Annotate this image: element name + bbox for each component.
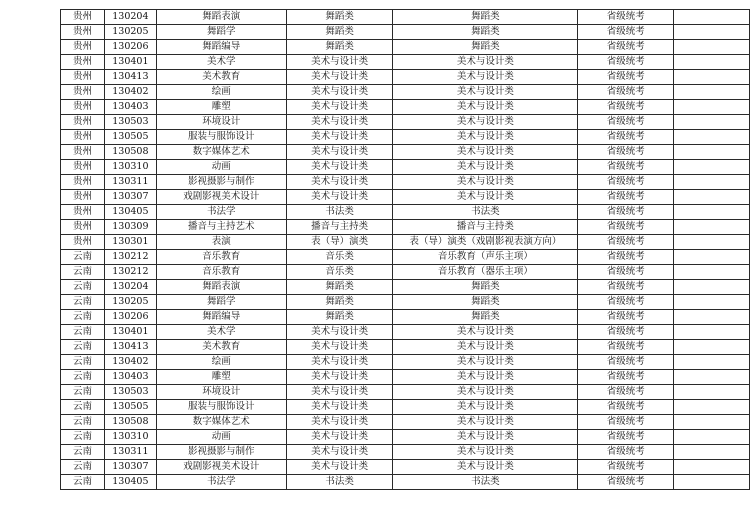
major-name-cell: 音乐教育 bbox=[156, 265, 286, 280]
major-code-cell: 130413 bbox=[104, 340, 156, 355]
exam-subject-cell: 美术与设计类 bbox=[393, 385, 578, 400]
exam-subject-cell: 美术与设计类 bbox=[393, 325, 578, 340]
exam-category-cell: 美术与设计类 bbox=[286, 400, 393, 415]
major-code-cell: 130505 bbox=[104, 130, 156, 145]
note-cell bbox=[674, 385, 750, 400]
note-cell bbox=[674, 160, 750, 175]
note-cell bbox=[674, 205, 750, 220]
exam-category-cell: 美术与设计类 bbox=[286, 160, 393, 175]
note-cell bbox=[674, 415, 750, 430]
major-name-cell: 美术教育 bbox=[156, 340, 286, 355]
exam-category-cell: 书法类 bbox=[286, 205, 393, 220]
exam-category-cell: 舞蹈类 bbox=[286, 40, 393, 55]
major-name-cell: 服装与服饰设计 bbox=[156, 130, 286, 145]
major-code-cell: 130508 bbox=[104, 415, 156, 430]
major-name-cell: 动画 bbox=[156, 430, 286, 445]
exam-category-cell: 美术与设计类 bbox=[286, 100, 393, 115]
major-name-cell: 动画 bbox=[156, 160, 286, 175]
table-row bbox=[61, 310, 750, 325]
major-name-cell: 绘画 bbox=[156, 85, 286, 100]
province-cell: 贵州 bbox=[61, 220, 105, 235]
exam-subject-cell: 美术与设计类 bbox=[393, 400, 578, 415]
table-row bbox=[61, 100, 750, 115]
exam-type-cell: 省级统考 bbox=[578, 355, 674, 370]
table-row bbox=[61, 475, 750, 490]
exam-category-cell: 美术与设计类 bbox=[286, 430, 393, 445]
exam-type-cell: 省级统考 bbox=[578, 280, 674, 295]
table-row bbox=[61, 430, 750, 445]
exam-type-cell: 省级统考 bbox=[578, 40, 674, 55]
exam-subject-cell: 舞蹈类 bbox=[393, 295, 578, 310]
major-name-cell: 影视摄影与制作 bbox=[156, 445, 286, 460]
exam-subject-cell: 美术与设计类 bbox=[393, 175, 578, 190]
note-cell bbox=[674, 10, 750, 25]
exam-category-cell: 表（导）演类 bbox=[286, 235, 393, 250]
province-cell: 贵州 bbox=[61, 130, 105, 145]
exam-category-cell: 美术与设计类 bbox=[286, 355, 393, 370]
table-row bbox=[61, 250, 750, 265]
exam-category-cell: 美术与设计类 bbox=[286, 340, 393, 355]
exam-subject-cell: 播音与主持类 bbox=[393, 220, 578, 235]
exam-subject-cell: 舞蹈类 bbox=[393, 280, 578, 295]
exam-category-cell: 美术与设计类 bbox=[286, 325, 393, 340]
major-code-cell: 130307 bbox=[104, 190, 156, 205]
province-cell: 云南 bbox=[61, 325, 105, 340]
province-cell: 贵州 bbox=[61, 205, 105, 220]
table-row bbox=[61, 10, 750, 25]
table-row bbox=[61, 235, 750, 250]
major-code-cell: 130311 bbox=[104, 175, 156, 190]
note-cell bbox=[674, 220, 750, 235]
exam-category-cell: 音乐类 bbox=[286, 265, 393, 280]
major-code-cell: 130503 bbox=[104, 115, 156, 130]
major-code-cell: 130309 bbox=[104, 220, 156, 235]
exam-type-cell: 省级统考 bbox=[578, 235, 674, 250]
province-cell: 贵州 bbox=[61, 70, 105, 85]
exam-type-cell: 省级统考 bbox=[578, 430, 674, 445]
note-cell bbox=[674, 55, 750, 70]
note-cell bbox=[674, 265, 750, 280]
major-code-cell: 130401 bbox=[104, 325, 156, 340]
exam-category-cell: 美术与设计类 bbox=[286, 385, 393, 400]
exam-type-cell: 省级统考 bbox=[578, 145, 674, 160]
major-name-cell: 表演 bbox=[156, 235, 286, 250]
note-cell bbox=[674, 280, 750, 295]
province-cell: 云南 bbox=[61, 445, 105, 460]
exam-subject-cell: 美术与设计类 bbox=[393, 145, 578, 160]
exam-subject-cell: 美术与设计类 bbox=[393, 370, 578, 385]
province-cell: 云南 bbox=[61, 415, 105, 430]
province-cell: 云南 bbox=[61, 460, 105, 475]
province-cell: 贵州 bbox=[61, 85, 105, 100]
table-row bbox=[61, 130, 750, 145]
exam-type-cell: 省级统考 bbox=[578, 25, 674, 40]
exam-subject-cell: 美术与设计类 bbox=[393, 100, 578, 115]
province-cell: 贵州 bbox=[61, 25, 105, 40]
province-cell: 贵州 bbox=[61, 235, 105, 250]
major-name-cell: 美术学 bbox=[156, 325, 286, 340]
exam-subject-cell: 美术与设计类 bbox=[393, 430, 578, 445]
table-row bbox=[61, 265, 750, 280]
note-cell bbox=[674, 25, 750, 40]
exam-subject-cell: 舞蹈类 bbox=[393, 25, 578, 40]
province-cell: 云南 bbox=[61, 475, 105, 490]
exam-type-cell: 省级统考 bbox=[578, 175, 674, 190]
major-code-cell: 130204 bbox=[104, 10, 156, 25]
table-row bbox=[61, 400, 750, 415]
major-code-cell: 130403 bbox=[104, 100, 156, 115]
exam-type-cell: 省级统考 bbox=[578, 385, 674, 400]
exam-category-cell: 美术与设计类 bbox=[286, 445, 393, 460]
table-row bbox=[61, 205, 750, 220]
major-name-cell: 舞蹈学 bbox=[156, 25, 286, 40]
major-code-cell: 130505 bbox=[104, 400, 156, 415]
exam-category-cell: 播音与主持类 bbox=[286, 220, 393, 235]
exam-type-cell: 省级统考 bbox=[578, 475, 674, 490]
note-cell bbox=[674, 325, 750, 340]
exam-category-cell: 美术与设计类 bbox=[286, 130, 393, 145]
exam-type-cell: 省级统考 bbox=[578, 100, 674, 115]
note-cell bbox=[674, 430, 750, 445]
note-cell bbox=[674, 40, 750, 55]
exam-type-cell: 省级统考 bbox=[578, 55, 674, 70]
table-row bbox=[61, 145, 750, 160]
exam-type-cell: 省级统考 bbox=[578, 205, 674, 220]
exam-subject-cell: 美术与设计类 bbox=[393, 340, 578, 355]
major-code-cell: 130413 bbox=[104, 70, 156, 85]
exam-type-cell: 省级统考 bbox=[578, 130, 674, 145]
major-name-cell: 舞蹈学 bbox=[156, 295, 286, 310]
exam-subject-cell: 美术与设计类 bbox=[393, 85, 578, 100]
province-cell: 贵州 bbox=[61, 115, 105, 130]
province-cell: 云南 bbox=[61, 385, 105, 400]
major-name-cell: 书法学 bbox=[156, 475, 286, 490]
exam-subject-cell: 美术与设计类 bbox=[393, 445, 578, 460]
major-code-cell: 130205 bbox=[104, 25, 156, 40]
exam-type-cell: 省级统考 bbox=[578, 10, 674, 25]
province-cell: 贵州 bbox=[61, 10, 105, 25]
province-cell: 贵州 bbox=[61, 40, 105, 55]
major-code-cell: 130212 bbox=[104, 250, 156, 265]
note-cell bbox=[674, 130, 750, 145]
province-cell: 云南 bbox=[61, 280, 105, 295]
major-code-cell: 130405 bbox=[104, 205, 156, 220]
exam-type-cell: 省级统考 bbox=[578, 460, 674, 475]
major-name-cell: 舞蹈编导 bbox=[156, 40, 286, 55]
major-code-cell: 130310 bbox=[104, 160, 156, 175]
exam-subject-cell: 美术与设计类 bbox=[393, 460, 578, 475]
exam-category-cell: 美术与设计类 bbox=[286, 190, 393, 205]
table-row bbox=[61, 85, 750, 100]
table-row bbox=[61, 340, 750, 355]
exam-subject-cell: 音乐教育（器乐主项） bbox=[393, 265, 578, 280]
table-row bbox=[61, 385, 750, 400]
table-row bbox=[61, 175, 750, 190]
exam-subject-cell: 音乐教育（声乐主项） bbox=[393, 250, 578, 265]
exam-category-cell: 美术与设计类 bbox=[286, 145, 393, 160]
table-row bbox=[61, 190, 750, 205]
major-name-cell: 美术学 bbox=[156, 55, 286, 70]
exam-type-cell: 省级统考 bbox=[578, 85, 674, 100]
table-row bbox=[61, 445, 750, 460]
exam-category-cell: 书法类 bbox=[286, 475, 393, 490]
province-cell: 贵州 bbox=[61, 55, 105, 70]
province-cell: 云南 bbox=[61, 400, 105, 415]
exam-category-cell: 美术与设计类 bbox=[286, 115, 393, 130]
note-cell bbox=[674, 295, 750, 310]
exam-subject-cell: 美术与设计类 bbox=[393, 130, 578, 145]
province-cell: 云南 bbox=[61, 355, 105, 370]
exam-type-cell: 省级统考 bbox=[578, 325, 674, 340]
note-cell bbox=[674, 190, 750, 205]
exam-subject-cell: 美术与设计类 bbox=[393, 190, 578, 205]
exam-type-cell: 省级统考 bbox=[578, 415, 674, 430]
exam-type-cell: 省级统考 bbox=[578, 160, 674, 175]
exam-type-cell: 省级统考 bbox=[578, 400, 674, 415]
exam-subject-cell: 美术与设计类 bbox=[393, 415, 578, 430]
exam-category-cell: 美术与设计类 bbox=[286, 55, 393, 70]
table-body bbox=[61, 10, 750, 490]
major-code-cell: 130307 bbox=[104, 460, 156, 475]
table-row bbox=[61, 160, 750, 175]
exam-subject-cell: 表（导）演类（戏剧影视表演方向） bbox=[393, 235, 578, 250]
major-code-cell: 130402 bbox=[104, 355, 156, 370]
exam-subject-cell: 舞蹈类 bbox=[393, 310, 578, 325]
exam-type-cell: 省级统考 bbox=[578, 445, 674, 460]
major-code-cell: 130301 bbox=[104, 235, 156, 250]
table-row bbox=[61, 70, 750, 85]
admission-table bbox=[60, 9, 750, 490]
major-code-cell: 130403 bbox=[104, 370, 156, 385]
exam-category-cell: 美术与设计类 bbox=[286, 460, 393, 475]
note-cell bbox=[674, 115, 750, 130]
major-code-cell: 130503 bbox=[104, 385, 156, 400]
major-code-cell: 130508 bbox=[104, 145, 156, 160]
major-name-cell: 雕塑 bbox=[156, 100, 286, 115]
note-cell bbox=[674, 250, 750, 265]
major-name-cell: 绘画 bbox=[156, 355, 286, 370]
exam-subject-cell: 美术与设计类 bbox=[393, 355, 578, 370]
major-name-cell: 影视摄影与制作 bbox=[156, 175, 286, 190]
exam-subject-cell: 美术与设计类 bbox=[393, 70, 578, 85]
exam-subject-cell: 美术与设计类 bbox=[393, 160, 578, 175]
note-cell bbox=[674, 70, 750, 85]
province-cell: 贵州 bbox=[61, 190, 105, 205]
major-name-cell: 音乐教育 bbox=[156, 250, 286, 265]
table-row bbox=[61, 295, 750, 310]
exam-type-cell: 省级统考 bbox=[578, 370, 674, 385]
province-cell: 云南 bbox=[61, 340, 105, 355]
exam-subject-cell: 美术与设计类 bbox=[393, 115, 578, 130]
exam-type-cell: 省级统考 bbox=[578, 115, 674, 130]
major-name-cell: 环境设计 bbox=[156, 115, 286, 130]
note-cell bbox=[674, 370, 750, 385]
exam-category-cell: 美术与设计类 bbox=[286, 370, 393, 385]
major-code-cell: 130405 bbox=[104, 475, 156, 490]
note-cell bbox=[674, 145, 750, 160]
exam-category-cell: 舞蹈类 bbox=[286, 280, 393, 295]
major-code-cell: 130402 bbox=[104, 85, 156, 100]
province-cell: 贵州 bbox=[61, 100, 105, 115]
table-row bbox=[61, 325, 750, 340]
major-code-cell: 130206 bbox=[104, 310, 156, 325]
note-cell bbox=[674, 235, 750, 250]
major-code-cell: 130401 bbox=[104, 55, 156, 70]
exam-type-cell: 省级统考 bbox=[578, 295, 674, 310]
exam-category-cell: 美术与设计类 bbox=[286, 70, 393, 85]
province-cell: 云南 bbox=[61, 310, 105, 325]
province-cell: 云南 bbox=[61, 370, 105, 385]
table-row bbox=[61, 370, 750, 385]
major-code-cell: 130311 bbox=[104, 445, 156, 460]
exam-subject-cell: 舞蹈类 bbox=[393, 10, 578, 25]
table-row bbox=[61, 460, 750, 475]
note-cell bbox=[674, 475, 750, 490]
note-cell bbox=[674, 400, 750, 415]
exam-type-cell: 省级统考 bbox=[578, 265, 674, 280]
exam-type-cell: 省级统考 bbox=[578, 220, 674, 235]
province-cell: 贵州 bbox=[61, 175, 105, 190]
table-row bbox=[61, 40, 750, 55]
exam-category-cell: 美术与设计类 bbox=[286, 415, 393, 430]
major-code-cell: 130212 bbox=[104, 265, 156, 280]
exam-type-cell: 省级统考 bbox=[578, 310, 674, 325]
province-cell: 云南 bbox=[61, 430, 105, 445]
major-name-cell: 舞蹈编导 bbox=[156, 310, 286, 325]
province-cell: 云南 bbox=[61, 295, 105, 310]
major-name-cell: 戏剧影视美术设计 bbox=[156, 190, 286, 205]
province-cell: 云南 bbox=[61, 265, 105, 280]
major-name-cell: 数字媒体艺术 bbox=[156, 415, 286, 430]
exam-category-cell: 美术与设计类 bbox=[286, 175, 393, 190]
major-name-cell: 播音与主持艺术 bbox=[156, 220, 286, 235]
note-cell bbox=[674, 310, 750, 325]
table-row bbox=[61, 220, 750, 235]
exam-category-cell: 舞蹈类 bbox=[286, 10, 393, 25]
exam-subject-cell: 书法类 bbox=[393, 205, 578, 220]
exam-subject-cell: 书法类 bbox=[393, 475, 578, 490]
major-code-cell: 130206 bbox=[104, 40, 156, 55]
table-row bbox=[61, 25, 750, 40]
major-name-cell: 戏剧影视美术设计 bbox=[156, 460, 286, 475]
exam-category-cell: 音乐类 bbox=[286, 250, 393, 265]
exam-type-cell: 省级统考 bbox=[578, 250, 674, 265]
table-row bbox=[61, 115, 750, 130]
major-name-cell: 数字媒体艺术 bbox=[156, 145, 286, 160]
major-name-cell: 雕塑 bbox=[156, 370, 286, 385]
note-cell bbox=[674, 460, 750, 475]
exam-subject-cell: 舞蹈类 bbox=[393, 40, 578, 55]
table-row bbox=[61, 415, 750, 430]
table-row bbox=[61, 55, 750, 70]
major-code-cell: 130204 bbox=[104, 280, 156, 295]
exam-category-cell: 舞蹈类 bbox=[286, 25, 393, 40]
table-row bbox=[61, 355, 750, 370]
exam-category-cell: 美术与设计类 bbox=[286, 85, 393, 100]
exam-type-cell: 省级统考 bbox=[578, 70, 674, 85]
major-name-cell: 书法学 bbox=[156, 205, 286, 220]
exam-subject-cell: 美术与设计类 bbox=[393, 55, 578, 70]
major-code-cell: 130205 bbox=[104, 295, 156, 310]
table-row bbox=[61, 280, 750, 295]
major-name-cell: 服装与服饰设计 bbox=[156, 400, 286, 415]
major-name-cell: 环境设计 bbox=[156, 385, 286, 400]
note-cell bbox=[674, 85, 750, 100]
note-cell bbox=[674, 355, 750, 370]
exam-category-cell: 舞蹈类 bbox=[286, 310, 393, 325]
exam-type-cell: 省级统考 bbox=[578, 340, 674, 355]
note-cell bbox=[674, 100, 750, 115]
note-cell bbox=[674, 340, 750, 355]
major-name-cell: 美术教育 bbox=[156, 70, 286, 85]
exam-category-cell: 舞蹈类 bbox=[286, 295, 393, 310]
note-cell bbox=[674, 445, 750, 460]
major-name-cell: 舞蹈表演 bbox=[156, 10, 286, 25]
province-cell: 云南 bbox=[61, 250, 105, 265]
major-code-cell: 130310 bbox=[104, 430, 156, 445]
province-cell: 贵州 bbox=[61, 145, 105, 160]
major-name-cell: 舞蹈表演 bbox=[156, 280, 286, 295]
province-cell: 贵州 bbox=[61, 160, 105, 175]
exam-type-cell: 省级统考 bbox=[578, 190, 674, 205]
note-cell bbox=[674, 175, 750, 190]
